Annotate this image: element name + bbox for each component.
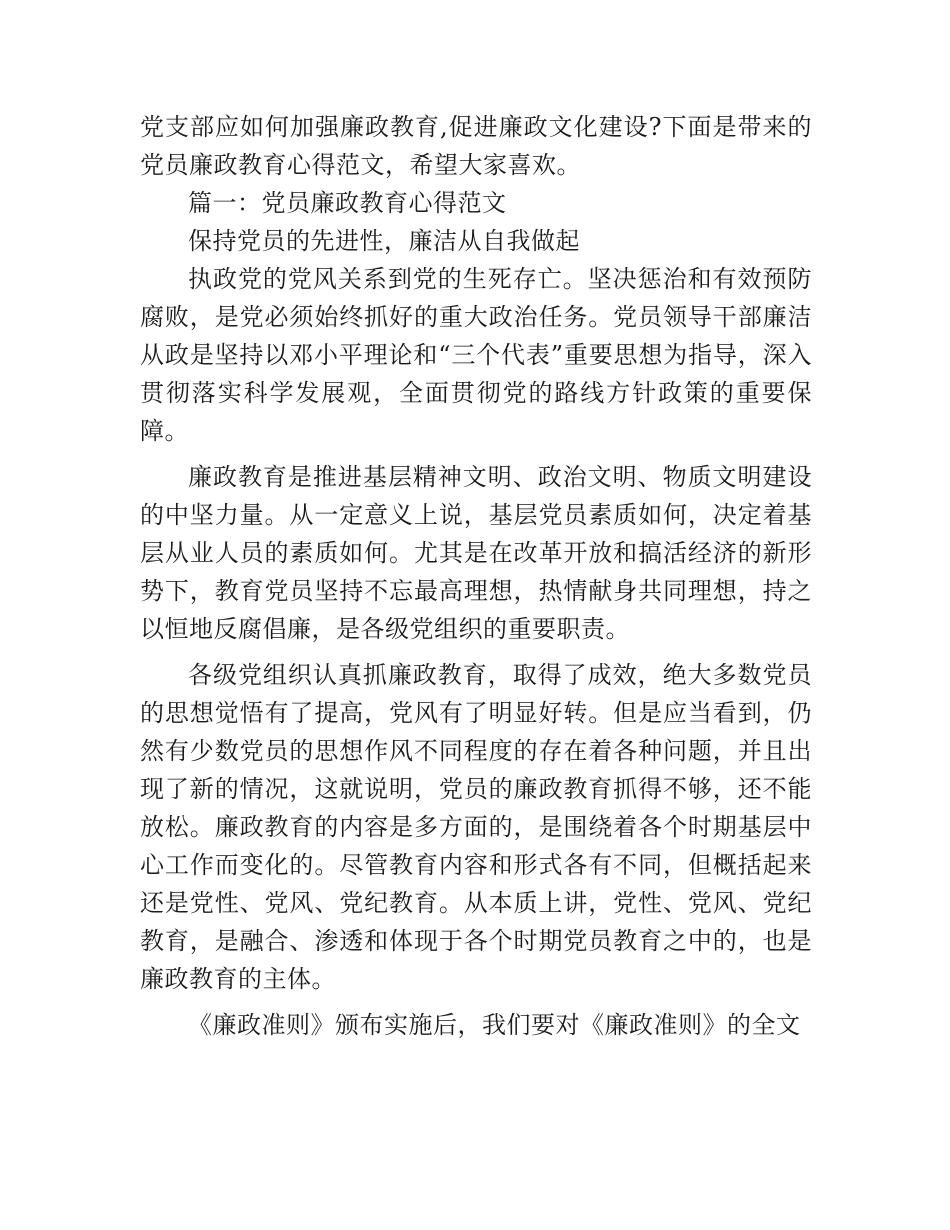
article-title: 保持党员的先进性，廉洁从自我做起 xyxy=(188,227,580,255)
body-paragraph: 廉政教育是推进基层精神文明、政治文明、物质文明建设的中坚力量。从一定意义上说，基层党员素质如何，决定着基层从业人员的素质如何。尤其是在改革开放和搞活经济的新形势下，教育党员坚持不忘最高理想，热情献身共同理想，持之以恒地反腐倡廉，是各级党组织的重要职责。 xyxy=(140,463,812,643)
document-page xyxy=(140,108,812,1044)
intro-paragraph: 党支部应如何加强廉政教育,促进廉政文化建设?下面是带来的党员廉政教育心得范文，希望大家喜欢。 xyxy=(140,113,812,179)
body-paragraph: 执政党的党风关系到党的生死存亡。坚决惩治和有效预防腐败，是党必须始终抓好的重大政治任务。党员领导干部廉洁从政是坚持以邓小平理论和“三个代表”重要思想为指导，深入贯彻落实科学发展观，全面贯彻党的路线方针政策的重要保障。 xyxy=(140,265,812,445)
body-paragraph: 《廉政准则》颁布实施后，我们要对《廉政准则》的全文 xyxy=(188,1011,801,1039)
section-heading: 篇一：党员廉政教育心得范文 xyxy=(188,189,507,217)
body-paragraph: 各级党组织认真抓廉政教育，取得了成效，绝大多数党员的思想觉悟有了提高，党风有了明显好转。但是应当看到，仍然有少数党员的思想作风不同程度的存在着各种问题，并且出现了新的情况，这就说明，党员的廉政教育抓得不够，还不能放松。廉政教育的内容是多方面的，是围绕着各个时期基层中心工作而变化的。尽管教育内容和形式各有不同，但概括起来还是党性、党风、党纪教育。从本质上讲，党性、党风、党纪教育，是融合、渗透和体现于各个时期党员教育之中的，也是廉政教育的主体。 xyxy=(140,661,812,993)
